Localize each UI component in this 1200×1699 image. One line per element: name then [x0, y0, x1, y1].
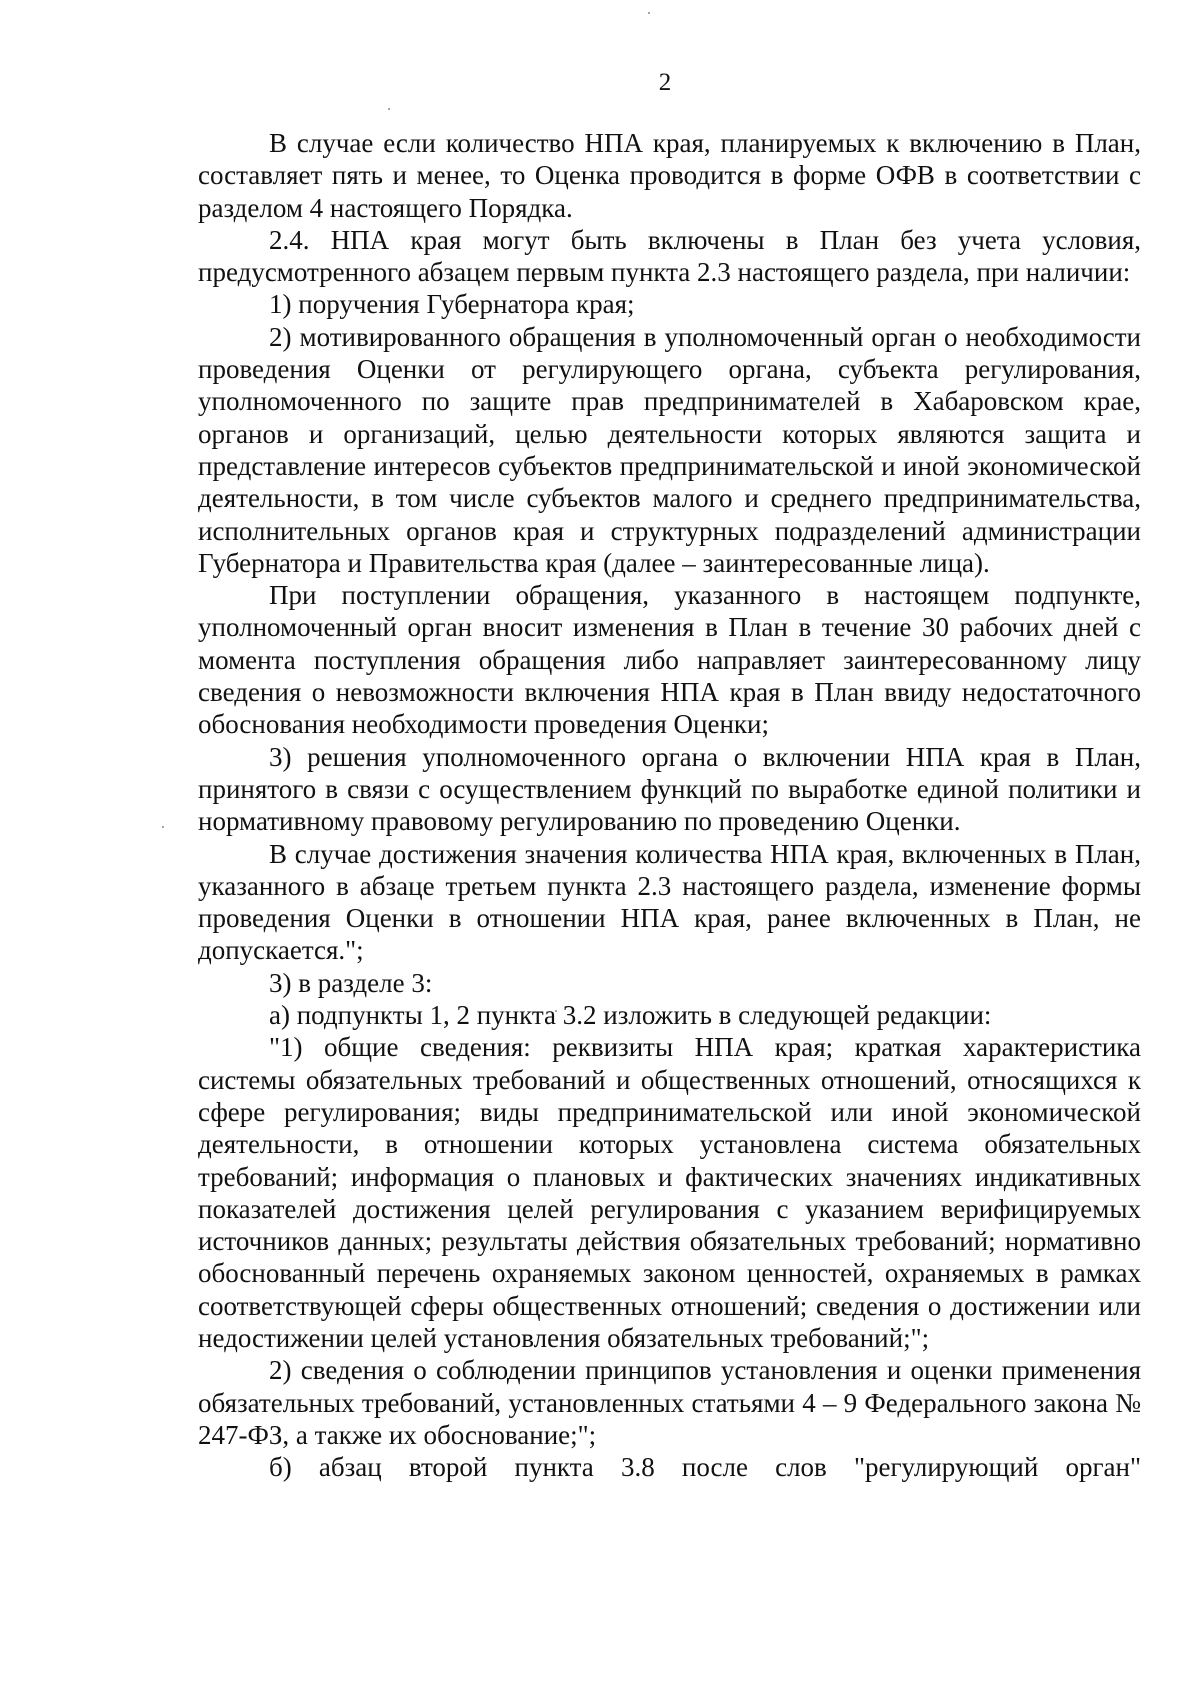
- paragraph-2-4: 2.4. НПА края могут быть включены в План без учета условия, предусмотренного абзацем первым пункта 2.3 настоящего раздела, при наличии:: [198, 224, 1141, 288]
- paragraph-limit: В случае достижения значения количества НПА края, включенных в План, указанного в абзаце третьем пункта 2.3 настоящего раздела, изменение формы проведения Оценки в отношении НПА края, ранее включенных в План, не допускается.";: [198, 838, 1141, 966]
- paragraph-plan-count: В случае если количество НПА края, планируемых к включению в План, составляет пять и менее, то Оценка проводится в форме ОФВ в соответствии с разделом 4 настоящего Порядка.: [198, 128, 1141, 223]
- paragraph-subitem-a: а) подпункты 1, 2 пункта 3.2 изложить в следующей редакции:: [269, 1000, 992, 1031]
- scan-speck: [162, 826, 164, 828]
- paragraph-general-info: "1) общие сведения: реквизиты НПА края; краткая характеристика системы обязательных требований и общественных отношений, относящихся к сфере регулирования; виды предпринимательской или иной экономической деятельности, в отношении которых установлена система обязательных требований; информация о плановых и фактических значениях индикативных показателей достижения целей регулирования с указанием верифицируемых источников данных; результаты действия обязательных требований; нормативно обоснованный перечень охраняемых законом ценностей, охраняемых в рамках соответствующей сферы общественных отношений; сведения о достижении или недостижении целей установления обязательных требований;";: [198, 1032, 1141, 1353]
- scan-speck: [648, 12, 650, 14]
- scan-speck: [388, 108, 390, 110]
- paragraph-item-2: 2) мотивированного обращения в уполномоченный орган о необходимости проведения Оценки от регулирующего органа, субъекта регулирования, уполномоченного по защите прав предпринимателей в Хабаровском крае, органов и организаций, целью деятельности которых являются защита и представление интересов субъектов предпринимательской и иной экономической деятельности, в том числе субъектов малого и среднего предпринимательства, исполнительных органов края и структурных подразделений администрации Губернатора и Правительства края (далее – заинтересованные лица).: [198, 321, 1141, 578]
- paragraph-principles: 2) сведения о соблюдении принципов установления и оценки применения обязательных требований, установленных статьями 4 – 9 Федерального закона № 247-ФЗ, а также их обоснование;";: [198, 1355, 1141, 1450]
- page-number: 2: [658, 69, 672, 96]
- paragraph-item-3: 3) решения уполномоченного органа о включении НПА края в План, принятого в связи с осуществлением функций по выработке единой политики и нормативному правовому регулированию по проведению Оценки.: [198, 741, 1141, 837]
- paragraph-section-3: 3) в разделе 3:: [269, 967, 433, 998]
- paragraph-subitem-b: б) абзац второй пункта 3.8 после слов "регулирующий орган": [269, 1452, 1141, 1483]
- paragraph-appeal: При поступлении обращения, указанного в настоящем подпункте, уполномоченный орган вносит изменения в План в течение 30 рабочих дней с момента поступления обращения либо направляет заинтересованному лицу сведения о невозможности включения НПА края в План ввиду недостаточного обоснования необходимости проведения Оценки;: [198, 580, 1141, 740]
- document-body: [198, 127, 1141, 1483]
- paragraph-item-1: 1) поручения Губернатора края;: [269, 289, 635, 320]
